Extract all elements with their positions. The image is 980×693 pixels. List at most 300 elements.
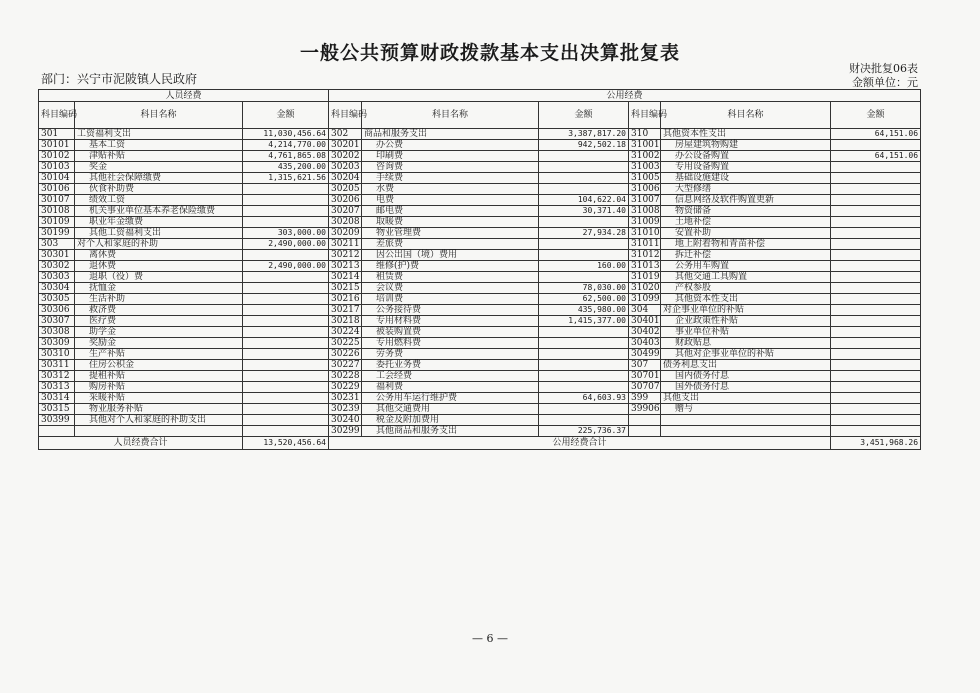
row-amount [243, 250, 329, 261]
row-name: 基础设施建设 [661, 173, 831, 184]
row-amount [539, 217, 629, 228]
expenditure-table [38, 89, 921, 450]
row-amount: 4,761,865.08 [243, 151, 329, 162]
row-amount [243, 206, 329, 217]
row-name: 退休费 [75, 261, 243, 272]
row-amount: 1,415,377.00 [539, 316, 629, 327]
row-amount [243, 349, 329, 360]
row-code: 31001 [629, 140, 661, 151]
row-name: 电费 [362, 195, 539, 206]
row-amount: 303,000.00 [243, 228, 329, 239]
table-row [39, 217, 921, 228]
row-amount [831, 206, 921, 217]
row-name: 培训费 [362, 294, 539, 305]
row-name: 其他支出 [661, 393, 831, 404]
header-row-columns [39, 102, 921, 129]
table-row [39, 184, 921, 195]
form-info [849, 62, 918, 90]
row-name: 福利费 [362, 382, 539, 393]
row-code: 30208 [329, 217, 362, 228]
row-amount [243, 371, 329, 382]
row-name: 奖金 [75, 162, 243, 173]
row-code: 31005 [629, 173, 661, 184]
row-code: 30401 [629, 316, 661, 327]
row-name: 其他工资福利支出 [75, 228, 243, 239]
row-code: 31002 [629, 151, 661, 162]
row-code: 31009 [629, 217, 661, 228]
page-number: — 6 — [472, 632, 508, 645]
row-code: 30307 [39, 316, 75, 327]
row-code: 301 [39, 129, 75, 140]
row-code: 30240 [329, 415, 362, 426]
table-row [39, 195, 921, 206]
row-name: 委托业务费 [362, 360, 539, 371]
row-code: 310 [629, 129, 661, 140]
row-amount: 4,214,770.00 [243, 140, 329, 151]
row-name: 印刷费 [362, 151, 539, 162]
row-amount [831, 217, 921, 228]
row-name: 因公出国（境）费用 [362, 250, 539, 261]
row-amount [831, 283, 921, 294]
row-code: 30315 [39, 404, 75, 415]
row-name: 物业管理费 [362, 228, 539, 239]
row-code: 30216 [329, 294, 362, 305]
row-name: 津贴补贴 [75, 151, 243, 162]
row-code: 30402 [629, 327, 661, 338]
row-name: 专用设备购置 [661, 162, 831, 173]
table-row [39, 162, 921, 173]
row-amount: 64,603.93 [539, 393, 629, 404]
row-code: 31006 [629, 184, 661, 195]
row-amount [539, 184, 629, 195]
col-code-header: 科目编码 [39, 102, 75, 129]
amount-unit: 金额单位：元 [852, 76, 918, 89]
row-name: 事业单位补贴 [661, 327, 831, 338]
row-amount [831, 382, 921, 393]
row-code: 31019 [629, 272, 661, 283]
public-header: 公用经费 [329, 90, 921, 102]
col-amount-header: 金额 [831, 102, 921, 129]
row-amount: 2,490,000.00 [243, 261, 329, 272]
row-name: 土地补偿 [661, 217, 831, 228]
row-code: 30308 [39, 327, 75, 338]
row-name: 债务利息支出 [661, 360, 831, 371]
row-code: 30231 [329, 393, 362, 404]
row-name: 商品和服务支出 [362, 129, 539, 140]
row-code: 30202 [329, 151, 362, 162]
row-amount [243, 217, 329, 228]
row-name: 咨询费 [362, 162, 539, 173]
row-name: 其他交通费用 [362, 404, 539, 415]
row-name: 退职（役）费 [75, 272, 243, 283]
table-row [39, 360, 921, 371]
row-code: 30207 [329, 206, 362, 217]
row-amount [831, 349, 921, 360]
row-name: 产权参股 [661, 283, 831, 294]
row-name: 助学金 [75, 327, 243, 338]
row-code: 30205 [329, 184, 362, 195]
row-name: 物资储备 [661, 206, 831, 217]
row-name: 生产补贴 [75, 349, 243, 360]
row-name: 办公设备购置 [661, 151, 831, 162]
row-amount: 30,371.40 [539, 206, 629, 217]
row-code: 30305 [39, 294, 75, 305]
row-name: 差旅费 [362, 239, 539, 250]
row-name: 办公费 [362, 140, 539, 151]
header-row-group [39, 90, 921, 102]
row-code: 30299 [329, 426, 362, 437]
department-label: 部门：兴宁市泥陂镇人民政府 [41, 72, 198, 86]
table-row [39, 272, 921, 283]
row-amount [539, 404, 629, 415]
table-row [39, 173, 921, 184]
row-code: 30312 [39, 371, 75, 382]
row-amount [243, 404, 329, 415]
row-code: 31011 [629, 239, 661, 250]
row-name: 对企事业单位的补贴 [661, 305, 831, 316]
row-code: 307 [629, 360, 661, 371]
personnel-total-label: 人员经费合计 [39, 437, 243, 450]
table-row [39, 327, 921, 338]
row-amount [243, 393, 329, 404]
row-name: 提租补贴 [75, 371, 243, 382]
row-amount [831, 404, 921, 415]
row-name: 税金及附加费用 [362, 415, 539, 426]
table-row [39, 151, 921, 162]
table-row [39, 305, 921, 316]
row-amount: 64,151.06 [831, 129, 921, 140]
row-name: 工会经费 [362, 371, 539, 382]
row-amount [831, 228, 921, 239]
row-code: 31003 [629, 162, 661, 173]
row-amount [539, 327, 629, 338]
row-code: 30214 [329, 272, 362, 283]
table-row [39, 349, 921, 360]
row-amount [539, 250, 629, 261]
row-code: 30224 [329, 327, 362, 338]
row-name: 公务用车购置 [661, 261, 831, 272]
row-code: 30199 [39, 228, 75, 239]
row-code: 30225 [329, 338, 362, 349]
row-name: 离休费 [75, 250, 243, 261]
page-title: 一般公共预算财政拨款基本支出决算批复表 [299, 42, 680, 64]
row-name: 专用材料费 [362, 316, 539, 327]
row-amount [539, 338, 629, 349]
col-name-header: 科目名称 [75, 102, 243, 129]
row-code: 30311 [39, 360, 75, 371]
public-total-amount: 3,451,968.26 [831, 437, 921, 450]
row-name: 绩效工资 [75, 195, 243, 206]
row-name: 国内债务付息 [661, 371, 831, 382]
row-code: 30701 [629, 371, 661, 382]
row-amount [831, 173, 921, 184]
row-code: 30204 [329, 173, 362, 184]
row-name: 其他资本性支出 [661, 129, 831, 140]
row-code: 30213 [329, 261, 362, 272]
row-name: 邮电费 [362, 206, 539, 217]
row-amount [831, 239, 921, 250]
row-code: 30301 [39, 250, 75, 261]
totals-row [39, 437, 921, 450]
row-amount [539, 360, 629, 371]
row-code: 30218 [329, 316, 362, 327]
row-amount: 942,502.18 [539, 140, 629, 151]
row-code: 30201 [329, 140, 362, 151]
row-code: 30302 [39, 261, 75, 272]
row-amount: 435,980.00 [539, 305, 629, 316]
row-amount: 64,151.06 [831, 151, 921, 162]
row-code: 30106 [39, 184, 75, 195]
row-name [661, 415, 831, 426]
row-amount: 160.00 [539, 261, 629, 272]
row-name: 基本工资 [75, 140, 243, 151]
row-name: 伙食补助费 [75, 184, 243, 195]
row-amount [539, 349, 629, 360]
row-code: 30203 [329, 162, 362, 173]
row-name: 医疗费 [75, 316, 243, 327]
public-total-label: 公用经费合计 [329, 437, 831, 450]
row-amount [831, 250, 921, 261]
row-name: 其他社会保障缴费 [75, 173, 243, 184]
row-amount [243, 283, 329, 294]
row-name: 其他资本性支出 [661, 294, 831, 305]
row-code: 30239 [329, 404, 362, 415]
row-amount [831, 415, 921, 426]
row-amount [831, 338, 921, 349]
row-name: 安置补助 [661, 228, 831, 239]
row-code: 30103 [39, 162, 75, 173]
row-name: 国外债务付息 [661, 382, 831, 393]
row-amount [831, 272, 921, 283]
row-amount [243, 305, 329, 316]
row-name: 抚恤金 [75, 283, 243, 294]
row-amount [539, 371, 629, 382]
row-name: 企业政策性补贴 [661, 316, 831, 327]
row-name: 其他商品和服务支出 [362, 426, 539, 437]
row-amount [243, 316, 329, 327]
row-amount [831, 184, 921, 195]
row-code: 30303 [39, 272, 75, 283]
row-amount: 27,934.28 [539, 228, 629, 239]
row-code: 30107 [39, 195, 75, 206]
row-amount: 2,490,000.00 [243, 239, 329, 250]
row-name: 手续费 [362, 173, 539, 184]
row-amount: 435,200.00 [243, 162, 329, 173]
row-amount [831, 327, 921, 338]
row-name: 职业年金缴费 [75, 217, 243, 228]
row-name [661, 426, 831, 437]
table-row [39, 415, 921, 426]
row-name: 物业服务补贴 [75, 404, 243, 415]
row-name: 购房补贴 [75, 382, 243, 393]
row-name: 租赁费 [362, 272, 539, 283]
row-amount [831, 140, 921, 151]
row-name: 大型修缮 [661, 184, 831, 195]
row-name: 拆迁补偿 [661, 250, 831, 261]
row-code: 30499 [629, 349, 661, 360]
row-code: 30102 [39, 151, 75, 162]
row-name: 公务用车运行维护费 [362, 393, 539, 404]
row-code: 30206 [329, 195, 362, 206]
row-amount [243, 426, 329, 437]
form-number: 财决批复06表 [849, 62, 918, 75]
table-row [39, 382, 921, 393]
row-name: 救济费 [75, 305, 243, 316]
row-name: 地上附着物和青苗补偿 [661, 239, 831, 250]
row-name: 其他对企事业单位的补贴 [661, 349, 831, 360]
table-row [39, 294, 921, 305]
row-name: 信息网络及软件购置更新 [661, 195, 831, 206]
table-row [39, 371, 921, 382]
row-code: 30217 [329, 305, 362, 316]
row-amount [243, 184, 329, 195]
row-amount [539, 415, 629, 426]
row-amount [831, 261, 921, 272]
row-code [629, 426, 661, 437]
row-amount [539, 239, 629, 250]
row-code: 30399 [39, 415, 75, 426]
row-code: 30403 [629, 338, 661, 349]
row-amount [831, 294, 921, 305]
table-row [39, 426, 921, 437]
col-code-header: 科目编码 [629, 102, 661, 129]
row-code: 30228 [329, 371, 362, 382]
table-row [39, 283, 921, 294]
row-code: 39906 [629, 404, 661, 415]
row-code: 30306 [39, 305, 75, 316]
row-code: 30707 [629, 382, 661, 393]
row-amount [831, 360, 921, 371]
table-row [39, 206, 921, 217]
row-code: 31020 [629, 283, 661, 294]
row-amount: 78,030.00 [539, 283, 629, 294]
table-row [39, 228, 921, 239]
row-code: 30229 [329, 382, 362, 393]
row-amount [243, 338, 329, 349]
personnel-header: 人员经费 [39, 90, 329, 102]
row-name: 其他对个人和家庭的补助支出 [75, 415, 243, 426]
row-code [629, 415, 661, 426]
personnel-total-amount: 13,520,456.64 [243, 437, 329, 450]
row-amount [243, 382, 329, 393]
row-amount [831, 305, 921, 316]
row-code: 30104 [39, 173, 75, 184]
row-code: 30304 [39, 283, 75, 294]
table-row [39, 393, 921, 404]
row-code: 30310 [39, 349, 75, 360]
row-code: 30101 [39, 140, 75, 151]
row-amount [539, 173, 629, 184]
col-code-header: 科目编码 [329, 102, 362, 129]
row-code: 31010 [629, 228, 661, 239]
row-amount [243, 327, 329, 338]
row-name: 水费 [362, 184, 539, 195]
row-amount [243, 272, 329, 283]
row-name: 赠与 [661, 404, 831, 415]
table-row [39, 338, 921, 349]
row-amount: 62,500.00 [539, 294, 629, 305]
row-name: 维修(护)费 [362, 261, 539, 272]
row-code: 302 [329, 129, 362, 140]
col-amount-header: 金额 [539, 102, 629, 129]
row-code: 30108 [39, 206, 75, 217]
row-amount: 225,736.37 [539, 426, 629, 437]
row-amount: 1,315,621.56 [243, 173, 329, 184]
row-amount [539, 162, 629, 173]
row-amount [243, 294, 329, 305]
row-code: 30109 [39, 217, 75, 228]
row-amount [539, 151, 629, 162]
row-amount: 104,622.04 [539, 195, 629, 206]
row-name: 劳务费 [362, 349, 539, 360]
row-name: 房屋建筑物购建 [661, 140, 831, 151]
col-name-header: 科目名称 [661, 102, 831, 129]
row-amount [243, 360, 329, 371]
row-name: 机关事业单位基本养老保险缴费 [75, 206, 243, 217]
row-name: 对个人和家庭的补助 [75, 239, 243, 250]
row-code: 30226 [329, 349, 362, 360]
row-code: 399 [629, 393, 661, 404]
row-code: 30309 [39, 338, 75, 349]
row-amount [831, 426, 921, 437]
row-amount [831, 393, 921, 404]
row-amount [831, 316, 921, 327]
row-code: 30227 [329, 360, 362, 371]
row-name: 财政贴息 [661, 338, 831, 349]
row-name [75, 426, 243, 437]
row-code: 30314 [39, 393, 75, 404]
row-code: 31099 [629, 294, 661, 305]
table-row [39, 261, 921, 272]
row-name: 采暖补贴 [75, 393, 243, 404]
row-code: 31012 [629, 250, 661, 261]
row-amount [831, 195, 921, 206]
row-amount [831, 371, 921, 382]
col-amount-header: 金额 [243, 102, 329, 129]
row-name: 取暖费 [362, 217, 539, 228]
row-code: 30313 [39, 382, 75, 393]
row-code: 304 [629, 305, 661, 316]
row-amount: 11,030,456.64 [243, 129, 329, 140]
table-row [39, 140, 921, 151]
row-code: 30211 [329, 239, 362, 250]
row-code: 31008 [629, 206, 661, 217]
table-row [39, 129, 921, 140]
row-amount [243, 415, 329, 426]
row-name: 其他交通工具购置 [661, 272, 831, 283]
row-code: 30212 [329, 250, 362, 261]
table-row [39, 239, 921, 250]
row-code: 30215 [329, 283, 362, 294]
col-name-header: 科目名称 [362, 102, 539, 129]
row-code [39, 426, 75, 437]
table-row [39, 250, 921, 261]
table-row [39, 316, 921, 327]
row-amount [539, 382, 629, 393]
row-amount [831, 162, 921, 173]
row-amount [243, 195, 329, 206]
row-name: 奖励金 [75, 338, 243, 349]
row-name: 公务接待费 [362, 305, 539, 316]
row-name: 工资福利支出 [75, 129, 243, 140]
row-name: 专用燃料费 [362, 338, 539, 349]
row-amount [539, 272, 629, 283]
row-name: 生活补助 [75, 294, 243, 305]
row-code: 31007 [629, 195, 661, 206]
row-amount: 3,387,817.20 [539, 129, 629, 140]
row-name: 被装购置费 [362, 327, 539, 338]
row-name: 会议费 [362, 283, 539, 294]
